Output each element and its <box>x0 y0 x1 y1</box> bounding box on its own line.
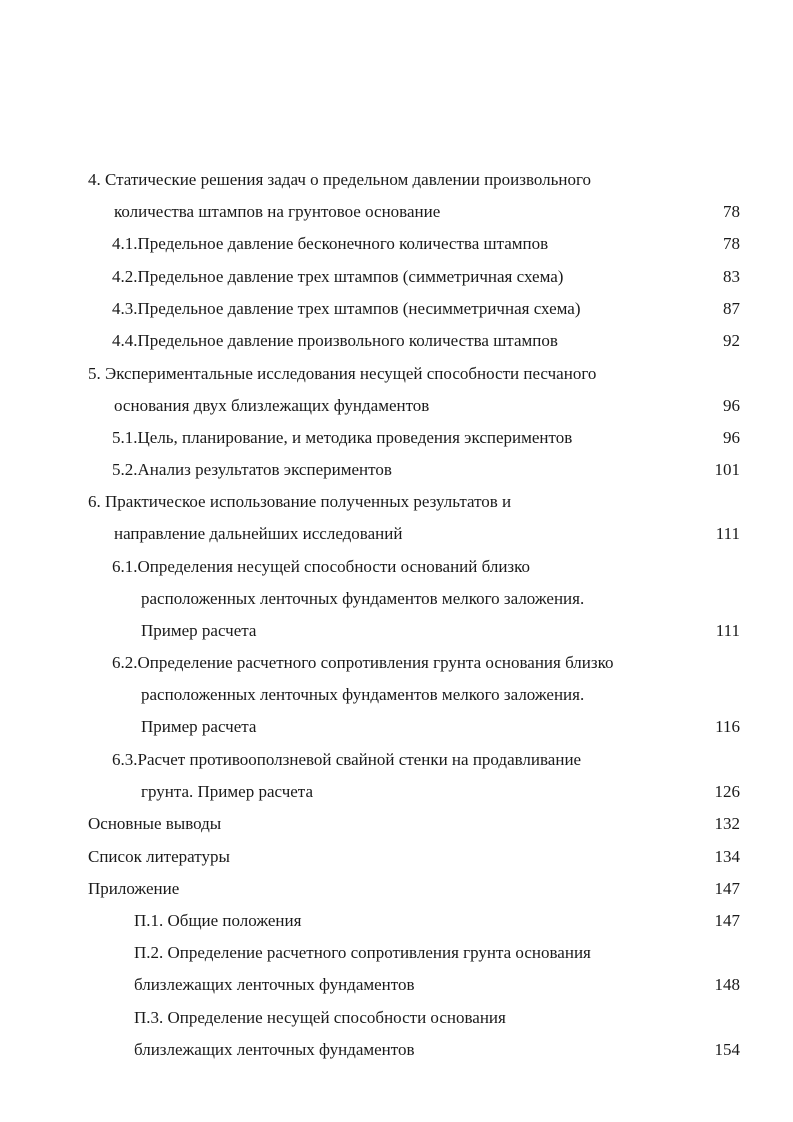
toc-entry-4 <box>0 168 793 192</box>
toc-entry-title: Основные выводы <box>88 814 222 833</box>
toc-entry-5-1 <box>0 426 793 450</box>
toc-entry-title-cont: расположенных ленточных фундаментов мелкого заложения. <box>141 685 585 704</box>
toc-entry-4-title: 4. Статические решения задач о предельном давлении произвольного <box>88 170 592 189</box>
toc-entry-title: 5.1.Цель, планирование, и методика проведения экспериментов <box>112 428 573 447</box>
toc-entry-conclusions <box>0 812 793 836</box>
toc-entry-6-title: 6. Практическое использование полученных результатов и <box>88 492 512 511</box>
toc-entry-6-title-cont: направление дальнейших исследований <box>114 524 403 543</box>
toc-page-number: 92 <box>723 331 740 350</box>
toc-entry-6-1-cont <box>0 587 793 611</box>
toc-page-number: 96 <box>723 428 740 447</box>
toc-entry-4-3 <box>0 297 793 321</box>
toc-entry-appendix <box>0 877 793 901</box>
toc-entry-title-cont: Пример расчета <box>141 621 257 640</box>
toc-page-number: 147 <box>714 911 740 930</box>
toc-page-number: 147 <box>714 879 740 898</box>
toc-entry-4-title-cont: количества штампов на грунтовое основание <box>114 202 441 221</box>
toc-entry-6-1-cont2 <box>0 619 793 643</box>
toc-entry-title: 5.2.Анализ результатов экспериментов <box>112 460 392 479</box>
toc-entry-6-cont <box>0 522 793 546</box>
toc-page-number: 78 <box>723 202 740 221</box>
toc-entry-appendix-p3 <box>0 1006 793 1030</box>
toc-entry-6-3 <box>0 748 793 772</box>
toc-entry-5-cont <box>0 394 793 418</box>
toc-page-number: 87 <box>723 299 740 318</box>
toc-entry-6 <box>0 490 793 514</box>
toc-entry-5 <box>0 362 793 386</box>
toc-entry-appendix-p3-cont <box>0 1038 793 1062</box>
toc-page-number: 83 <box>723 267 740 286</box>
toc-page-number: 132 <box>714 814 740 833</box>
toc-entry-title: 6.3.Расчет противооползневой свайной стенки на продавливание <box>112 750 582 769</box>
toc-page-number: 111 <box>715 524 740 543</box>
toc-entry-title-cont: близлежащих ленточных фундаментов <box>134 1040 415 1059</box>
toc-entry-appendix-p1 <box>0 909 793 933</box>
toc-entry-title: 4.3.Предельное давление трех штампов (несимметричная схема) <box>112 299 581 318</box>
toc-entry-appendix-p2 <box>0 941 793 965</box>
toc-entry-4-2 <box>0 265 793 289</box>
toc-page-number: 78 <box>723 234 740 253</box>
toc-entry-title: Приложение <box>88 879 180 898</box>
toc-entry-4-cont <box>0 200 793 224</box>
toc-entry-title-cont: расположенных ленточных фундаментов мелкого заложения. <box>141 589 585 608</box>
toc-entry-appendix-p2-cont <box>0 973 793 997</box>
toc-page-number: 96 <box>723 396 740 415</box>
toc-entry-6-2 <box>0 651 793 675</box>
toc-page-number: 101 <box>714 460 740 479</box>
toc-entry-5-2 <box>0 458 793 482</box>
toc-entry-title: 4.2.Предельное давление трех штампов (симметричная схема) <box>112 267 564 286</box>
toc-entry-5-title-cont: основания двух близлежащих фундаментов <box>114 396 430 415</box>
toc-entry-6-1 <box>0 555 793 579</box>
toc-page-number: 154 <box>714 1040 740 1059</box>
toc-entry-title: 6.1.Определения несущей способности оснований близко <box>112 557 531 576</box>
toc-entry-title-cont: близлежащих ленточных фундаментов <box>134 975 415 994</box>
toc-entry-title: 6.2.Определение расчетного сопротивления грунта основания близко <box>112 653 614 672</box>
toc-entry-title-cont: Пример расчета <box>141 717 257 736</box>
toc-entry-4-4 <box>0 329 793 353</box>
toc-entry-title-cont: грунта. Пример расчета <box>141 782 313 801</box>
toc-entry-title: 4.1.Предельное давление бесконечного количества штампов <box>112 234 549 253</box>
toc-entry-references <box>0 845 793 869</box>
toc-entry-5-title: 5. Экспериментальные исследования несущей способности песчаного <box>88 364 597 383</box>
toc-entry-6-2-cont2 <box>0 715 793 739</box>
toc-entry-6-2-cont <box>0 683 793 707</box>
toc-page-number: 148 <box>714 975 740 994</box>
toc-page-number: 116 <box>715 717 740 736</box>
toc-page-number: 111 <box>715 621 740 640</box>
toc-entry-title: П.2. Определение расчетного сопротивления грунта основания <box>134 943 591 962</box>
toc-page-number: 134 <box>714 847 740 866</box>
toc-entry-title: 4.4.Предельное давление произвольного количества штампов <box>112 331 558 350</box>
toc-entry-title: П.1. Общие положения <box>134 911 302 930</box>
toc-entry-4-1 <box>0 232 793 256</box>
toc-entry-title: Список литературы <box>88 847 230 866</box>
toc-entry-title: П.3. Определение несущей способности основания <box>134 1008 506 1027</box>
toc-page-number: 126 <box>714 782 740 801</box>
toc-entry-6-3-cont <box>0 780 793 804</box>
